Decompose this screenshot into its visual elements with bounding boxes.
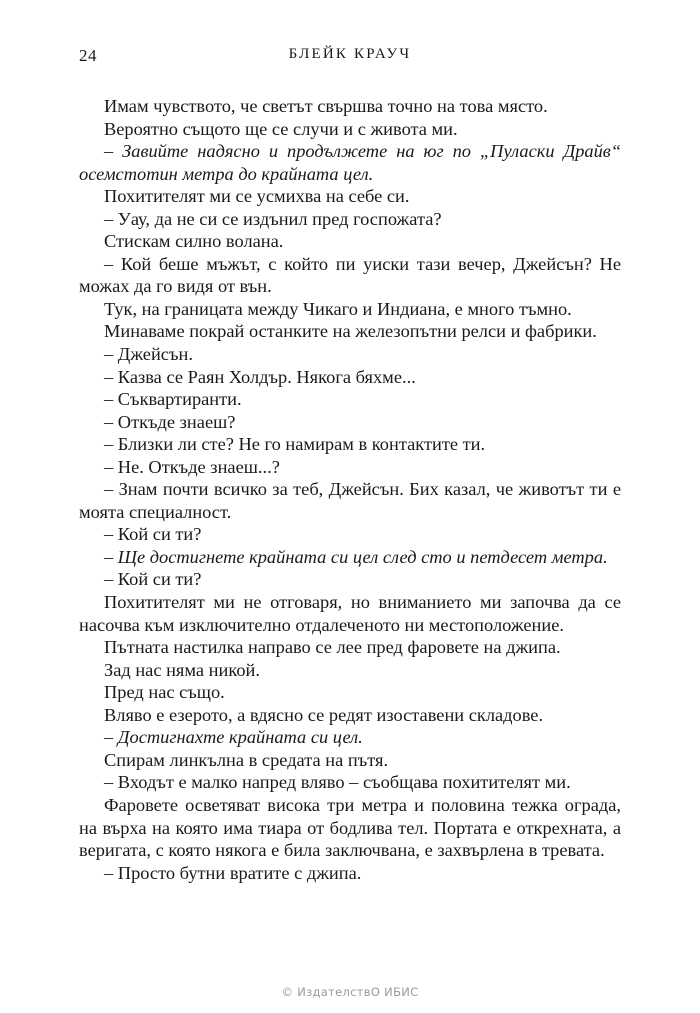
paragraph: – Джейсън.: [104, 344, 193, 365]
paragraph: Зад нас няма никой.: [104, 659, 260, 680]
paragraph: – Не. Откъде знаеш...?: [104, 456, 280, 477]
paragraph: – Близки ли сте? Не го намирам в контактите ти.: [104, 434, 486, 455]
paragraph: Спирам линкълна в средата на пътя.: [104, 749, 389, 770]
page-number: 24: [79, 46, 97, 65]
paragraph: Пътната настилка направо се лее пред фаровете на джипа.: [104, 637, 561, 658]
paragraph: – Съквартиранти.: [104, 389, 242, 410]
paragraph: Похитителят ми се усмихва на себе си.: [104, 186, 410, 207]
paragraph: – Знам почти всичко за теб, Джейсън. Бих казал, че животът ти е моята специалност.: [79, 479, 621, 522]
paragraph: – Просто бутни вратите с джипа.: [104, 862, 362, 883]
paragraph: – Уау, да не си се издънил пред госпожата?: [104, 208, 442, 229]
paragraph: Минаваме покрай останките на железопътни релси и фабрики.: [104, 321, 597, 342]
paragraph: – Завийте надясно и продължете на юг по „Пуласки Драйв“ осемстотин метра до крайната цел.: [79, 141, 621, 184]
paragraph: Фаровете осветяват висока три метра и половина тежка ограда, на върха на която има тиара от бодлива тел. Портата е открехната, а веригата, с която някога е била заключвана, е захвърлена в тревата.: [79, 794, 621, 861]
paragraph: – Кой си ти?: [104, 569, 202, 590]
paragraph: – Входът е малко напред вляво – съобщава похитителят ми.: [104, 772, 571, 793]
paragraph: – Казва се Раян Холдър. Някога бяхме...: [104, 366, 416, 387]
paragraph: – Кой беше мъжът, с който пи уиски тази вечер, Джейсън? Не можах да го видя от вън.: [79, 253, 621, 297]
paragraph: Имам чувството, че светът свършва точно на това място.: [104, 96, 548, 116]
running-header-author: БЛЕЙК КРАУЧ: [288, 46, 412, 62]
paragraph: – Ще достигнете крайната си цел след сто и петдесет метра.: [104, 546, 608, 567]
paragraph: – Откъде знаеш?: [104, 411, 236, 432]
paragraph: Вляво е езерото, а вдясно се редят изоставени складове.: [104, 704, 544, 725]
body-text: [79, 95, 621, 884]
paragraph: Пред нас също.: [104, 682, 225, 703]
paragraph: – Достигнахте крайната си цел.: [104, 727, 363, 748]
paragraph: Похитителят ми не отговаря, но вниманието ми започва да се насочва към изключително отдалеченото ни местоположение.: [79, 592, 621, 635]
paragraph: Вероятно същото ще се случи и с живота ми.: [104, 118, 458, 139]
copyright-footer: © ИздателствО ИБИС: [281, 985, 419, 999]
paragraph: – Кой си ти?: [104, 524, 202, 545]
paragraph: Стискам силно волана.: [104, 231, 284, 252]
paragraph: Тук, на границата между Чикаго и Индиана, е много тъмно.: [104, 298, 572, 319]
